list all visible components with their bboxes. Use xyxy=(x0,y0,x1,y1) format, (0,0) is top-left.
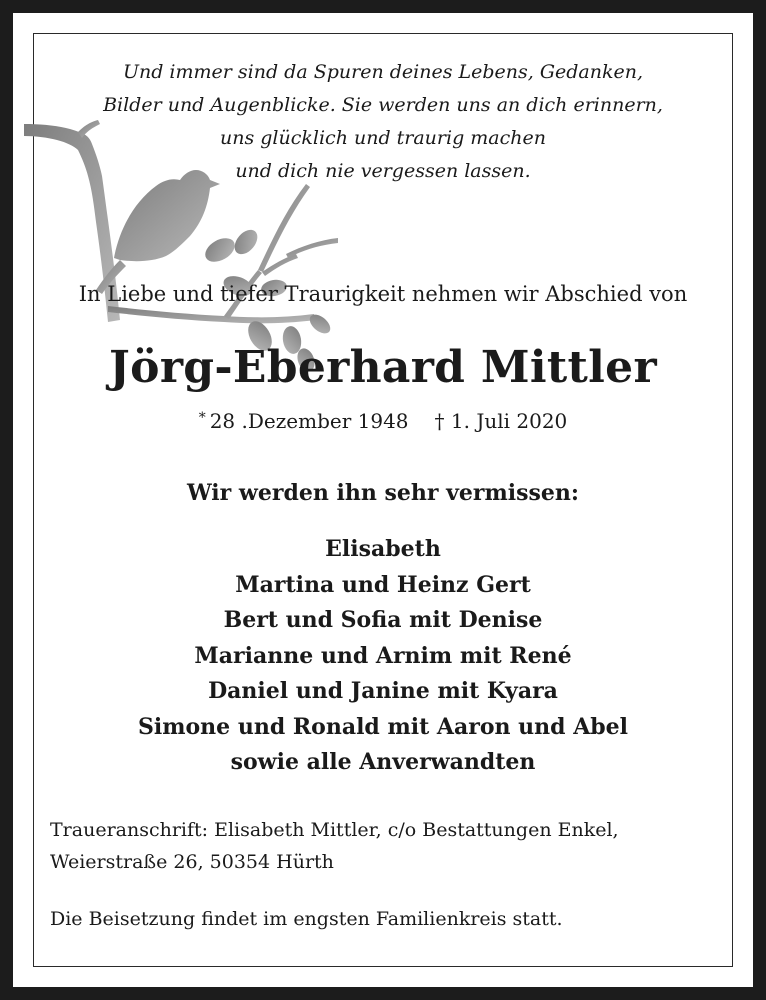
memorial-poem xyxy=(0,56,766,188)
poem-line: uns glücklich und traurig machen xyxy=(220,127,546,149)
burial-note: Die Beisetzung findet im engsten Familienkreis statt. xyxy=(50,908,563,930)
deceased-name: Jörg-Eberhard Mittler xyxy=(109,342,657,393)
life-dates xyxy=(0,409,766,433)
mourner-line: Marianne und Arnim mit René xyxy=(194,642,572,669)
poem-line: Und immer sind da Spuren deines Lebens, Gedanken, xyxy=(122,61,643,83)
poem-line: und dich nie vergessen lassen. xyxy=(235,160,531,182)
birth-date: 28 .Dezember 1948 xyxy=(209,409,409,433)
mourners-list xyxy=(0,532,766,781)
poem-line: Bilder und Augenblicke. Sie werden uns an dich erinnern, xyxy=(103,94,663,116)
miss-heading: Wir werden ihn sehr vermissen: xyxy=(186,480,579,506)
mourner-line: Elisabeth xyxy=(325,536,441,562)
death-symbol: † xyxy=(434,409,445,433)
mourner-line: Daniel und Janine mit Kyara xyxy=(208,678,558,704)
address-line: Weierstraße 26, 50354 Hürth xyxy=(50,851,334,873)
death-date: 1. Juli 2020 xyxy=(450,409,568,433)
mourner-line: Martina und Heinz Gert xyxy=(235,571,531,598)
mourner-line: Bert und Sofia mit Denise xyxy=(223,607,543,633)
mourner-line: sowie alle Anverwandten xyxy=(230,749,536,775)
mourning-address xyxy=(50,814,619,878)
farewell-intro: In Liebe und tiefer Traurigkeit nehmen wir Abschied von xyxy=(78,282,688,306)
birth-symbol: * xyxy=(198,410,206,426)
mourner-line: Simone und Ronald mit Aaron und Abel xyxy=(137,713,629,740)
address-line: Traueranschrift: Elisabeth Mittler, c/o Bestattungen Enkel, xyxy=(50,819,619,841)
